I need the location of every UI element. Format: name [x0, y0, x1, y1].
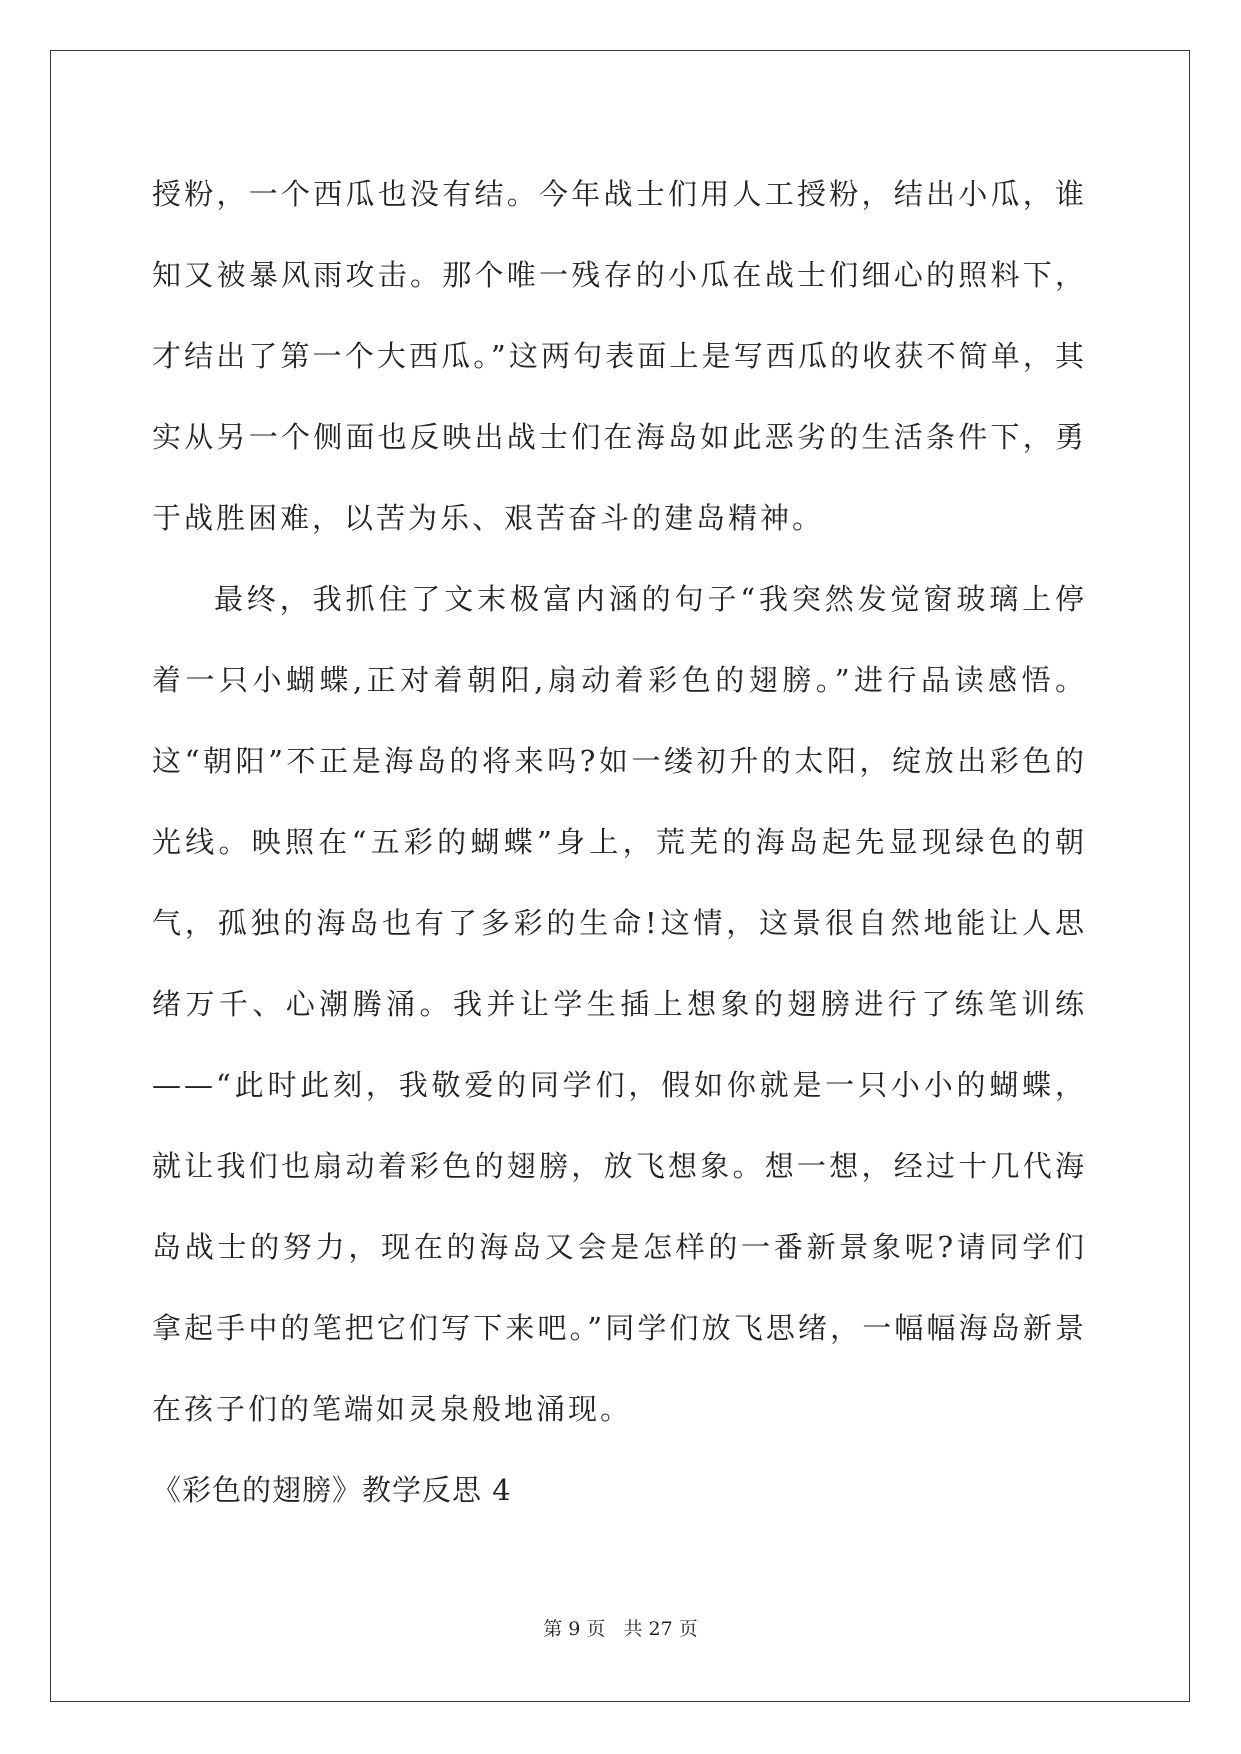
section-heading: 《彩色的翅膀》教学反思 4 — [152, 1473, 512, 1507]
page-footer — [0, 1614, 1241, 1641]
paragraph-2: 最终，我抓住了文末极富内涵的句子“我突然发觉窗玻璃上停着一只小蝴蝶,正对着朝阳,扇动着彩色的翅膀。”进行品读感悟。这“朝阳”不正是海岛的将来吗?如一缕初升的太阳，绽放出彩色的光线。映照在“五彩的蝴蝶”身上，荒芜的海岛起先显现绿色的朝气，孤独的海岛也有了多彩的生命!这情，这景很自然地能让人思绪万千、心潮腾涌。我并让学生插上想象的翅膀进行了练笔训练——“此时此刻，我敬爱的同学们，假如你就是一只小小的蝴蝶，就让我们也扇动着彩色的翅膀，放飞想象。想一想，经过十几代海岛战士的努力，现在的海岛又会是怎样的一番新景象呢?请同学们拿起手中的笔把它们写下来吧。”同学们放飞思绪，一幅幅海岛新景在孩子们的笔端如灵泉般地涌现。 — [152, 582, 1087, 1426]
page-number-label: 第 9 页 共 27 页 — [543, 1618, 698, 1640]
paragraph-1: 授粉，一个西瓜也没有结。今年战士们用人工授粉，结出小瓜，谁知又被暴风雨攻击。那个唯一残存的小瓜在战士们细心的照料下，才结出了第一个大西瓜。”这两句表面上是写西瓜的收获不简单，其实从另一个侧面也反映出战士们在海岛如此恶劣的生活条件下，勇于战胜困难，以苦为乐、艰苦奋斗的建岛精神。 — [152, 177, 1087, 535]
document-body — [152, 154, 1087, 1531]
